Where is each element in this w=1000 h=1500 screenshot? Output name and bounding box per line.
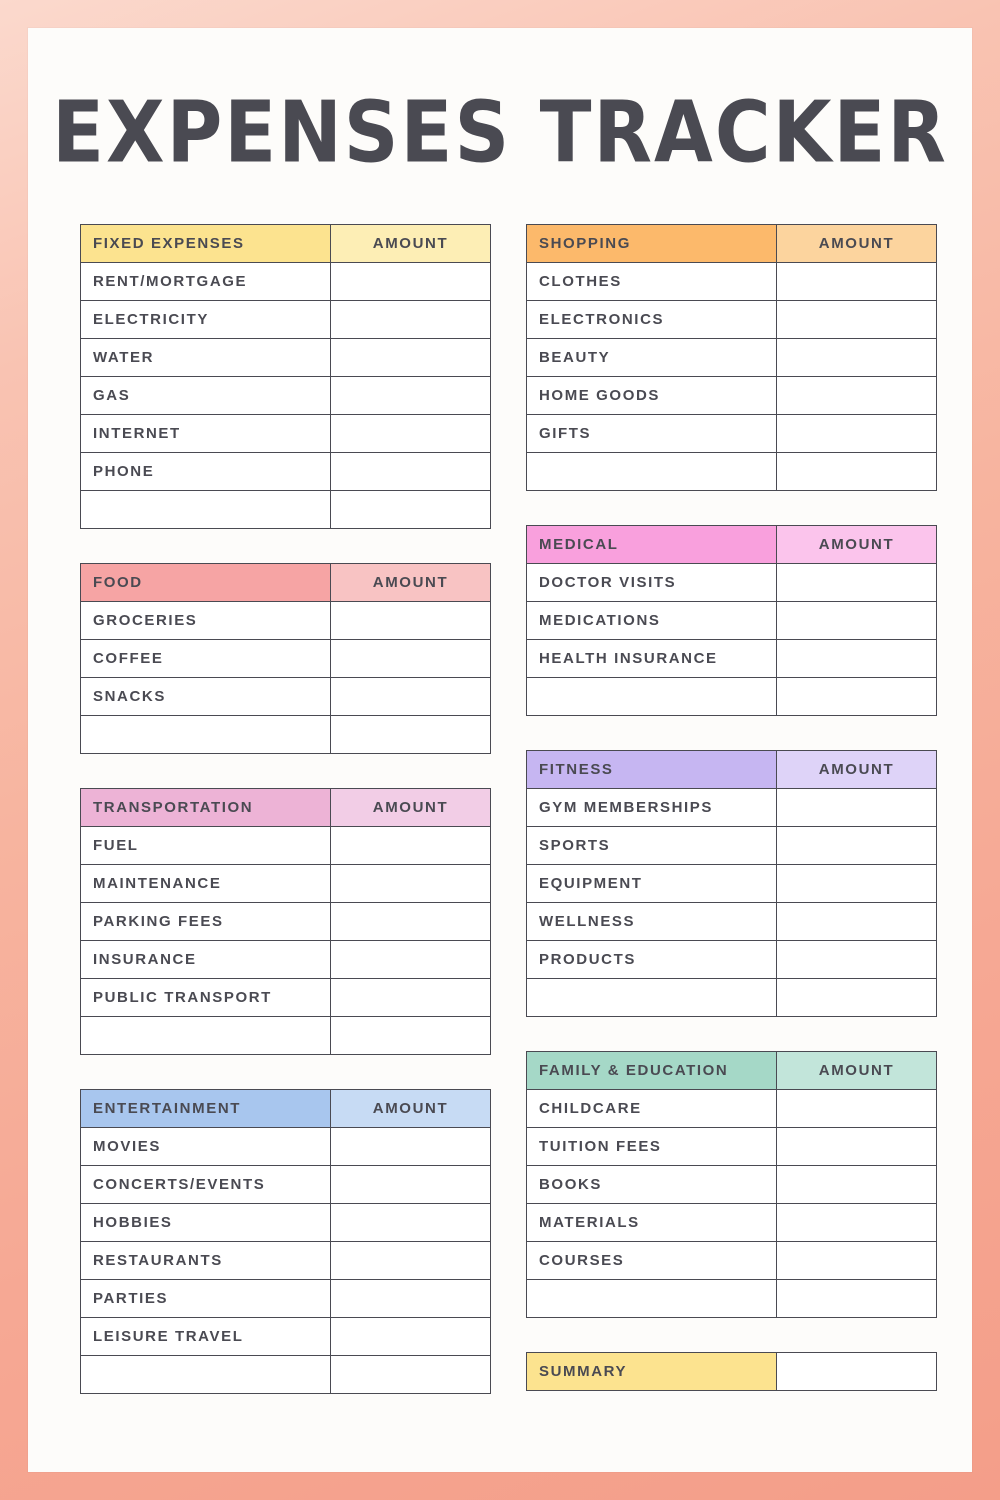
expense-table [80,788,491,1055]
amount-input-cell[interactable] [777,564,937,602]
category-header: FITNESS [527,751,777,789]
expense-table [80,563,491,754]
table-header-row [527,751,937,789]
expense-label: PUBLIC TRANSPORT [81,979,331,1017]
amount-input-cell[interactable] [331,415,491,453]
table-row [81,339,491,377]
table-row [81,941,491,979]
amount-input-cell[interactable] [777,263,937,301]
amount-input-cell[interactable] [777,941,937,979]
expense-label: WELLNESS [527,903,777,941]
table-row [527,263,937,301]
amount-input-cell[interactable] [331,979,491,1017]
amount-input-cell[interactable] [331,339,491,377]
expense-label: ELECTRICITY [81,301,331,339]
table-row [527,903,937,941]
total-amount-cell[interactable] [777,979,937,1017]
summary-row [527,1353,937,1391]
expense-table [80,224,491,529]
total-spacer [527,1280,777,1318]
amount-header: AMOUNT [331,1090,491,1128]
tracker-page [28,28,972,1472]
amount-input-cell[interactable] [777,301,937,339]
total-spacer [81,716,331,754]
expense-label: RENT/MORTGAGE [81,263,331,301]
total-spacer [527,453,777,491]
amount-input-cell[interactable] [777,1128,937,1166]
table-row [81,979,491,1017]
table-row [527,1166,937,1204]
expense-label: GIFTS [527,415,777,453]
table-row [81,1318,491,1356]
expense-block [526,224,936,491]
amount-input-cell[interactable] [331,941,491,979]
expense-label: HEALTH INSURANCE [527,640,777,678]
amount-input-cell[interactable] [331,453,491,491]
table-row [81,415,491,453]
amount-input-cell[interactable] [777,1166,937,1204]
expense-table [80,1089,491,1394]
table-row [81,1204,491,1242]
expense-label: CHILDCARE [527,1090,777,1128]
table-row [81,602,491,640]
expense-label: SNACKS [81,678,331,716]
amount-input-cell[interactable] [331,903,491,941]
table-row [527,941,937,979]
table-header-row [527,1052,937,1090]
summary-block [526,1352,936,1391]
category-header: FIXED EXPENSES [81,225,331,263]
category-header: MEDICAL [527,526,777,564]
expense-label: BEAUTY [527,339,777,377]
table-row [527,339,937,377]
table-total-row [527,979,937,1017]
expense-table [526,1051,937,1318]
expense-label: RESTAURANTS [81,1242,331,1280]
category-header: FAMILY & EDUCATION [527,1052,777,1090]
category-header: FOOD [81,564,331,602]
table-row [527,640,937,678]
amount-input-cell[interactable] [331,1204,491,1242]
expense-label: TUITION FEES [527,1128,777,1166]
amount-input-cell[interactable] [331,1280,491,1318]
table-header-row [527,225,937,263]
expense-block [80,224,490,529]
total-spacer [527,979,777,1017]
total-amount-cell[interactable] [331,716,491,754]
total-spacer [81,1017,331,1055]
amount-header: AMOUNT [331,225,491,263]
table-row [527,564,937,602]
amount-header: AMOUNT [777,225,937,263]
amount-input-cell[interactable] [331,263,491,301]
amount-input-cell[interactable] [777,827,937,865]
category-header: ENTERTAINMENT [81,1090,331,1128]
expense-block [526,1051,936,1318]
amount-input-cell[interactable] [777,1242,937,1280]
expense-label: LEISURE TRAVEL [81,1318,331,1356]
table-total-row [81,491,491,529]
amount-input-cell[interactable] [331,1166,491,1204]
expense-label: PRODUCTS [527,941,777,979]
expense-label: GYM MEMBERSHIPS [527,789,777,827]
total-spacer [81,491,331,529]
expense-block [526,525,936,716]
table-header-row [81,225,491,263]
amount-input-cell[interactable] [331,827,491,865]
amount-input-cell[interactable] [331,301,491,339]
amount-input-cell[interactable] [331,377,491,415]
table-row [527,415,937,453]
total-amount-cell[interactable] [777,1280,937,1318]
table-row [81,453,491,491]
table-row [527,827,937,865]
expense-label: COFFEE [81,640,331,678]
table-row [81,377,491,415]
expense-label: CONCERTS/EVENTS [81,1166,331,1204]
category-header: TRANSPORTATION [81,789,331,827]
amount-header: AMOUNT [777,1052,937,1090]
table-row [527,865,937,903]
category-header: SHOPPING [527,225,777,263]
amount-input-cell[interactable] [331,678,491,716]
amount-input-cell[interactable] [331,1318,491,1356]
amount-input-cell[interactable] [331,640,491,678]
table-row [81,1166,491,1204]
expense-block [526,750,936,1017]
table-total-row [81,716,491,754]
expense-table [526,750,937,1017]
content-columns [28,224,972,1428]
table-header-row [527,526,937,564]
table-row [527,1204,937,1242]
expense-label: COURSES [527,1242,777,1280]
total-amount-cell[interactable] [777,453,937,491]
expense-label: CLOTHES [527,263,777,301]
amount-input-cell[interactable] [777,1090,937,1128]
expense-label: HOBBIES [81,1204,331,1242]
table-header-row [81,1090,491,1128]
expense-label: MATERIALS [527,1204,777,1242]
table-row [527,1242,937,1280]
expense-table [526,224,937,491]
table-row [81,301,491,339]
amount-header: AMOUNT [777,751,937,789]
table-header-row [81,564,491,602]
amount-input-cell[interactable] [331,1242,491,1280]
expense-table [526,525,937,716]
table-total-row [81,1017,491,1055]
table-row [527,1128,937,1166]
expense-label: INSURANCE [81,941,331,979]
table-row [81,678,491,716]
table-row [527,1090,937,1128]
table-header-row [81,789,491,827]
amount-input-cell[interactable] [777,640,937,678]
total-amount-cell[interactable] [331,491,491,529]
amount-header: AMOUNT [331,789,491,827]
summary-amount-cell[interactable] [777,1353,937,1391]
table-row [81,865,491,903]
amount-input-cell[interactable] [777,415,937,453]
table-row [527,789,937,827]
amount-input-cell[interactable] [777,377,937,415]
expense-label: MOVIES [81,1128,331,1166]
expense-label: HOME GOODS [527,377,777,415]
summary-header: SUMMARY [527,1353,777,1391]
table-row [527,377,937,415]
expense-label: MEDICATIONS [527,602,777,640]
expense-label: GROCERIES [81,602,331,640]
expense-label: PARKING FEES [81,903,331,941]
total-amount-cell[interactable] [331,1017,491,1055]
expense-label: PHONE [81,453,331,491]
summary-table [526,1352,937,1391]
table-row [81,263,491,301]
amount-input-cell[interactable] [331,1128,491,1166]
total-spacer [81,1356,331,1394]
table-row [81,1128,491,1166]
table-total-row [527,1280,937,1318]
expense-label: EQUIPMENT [527,865,777,903]
table-row [81,640,491,678]
expense-label: BOOKS [527,1166,777,1204]
amount-input-cell[interactable] [777,1204,937,1242]
amount-input-cell[interactable] [331,602,491,640]
table-row [81,827,491,865]
table-row [81,1242,491,1280]
amount-input-cell[interactable] [331,865,491,903]
expense-label: PARTIES [81,1280,331,1318]
page-title: EXPENSES TRACKER [52,82,948,182]
total-amount-cell[interactable] [777,678,937,716]
table-row [81,903,491,941]
amount-header: AMOUNT [777,526,937,564]
amount-input-cell[interactable] [777,339,937,377]
expense-label: FUEL [81,827,331,865]
total-spacer [527,678,777,716]
table-total-row [527,453,937,491]
expense-label: INTERNET [81,415,331,453]
expense-block [80,788,490,1055]
table-row [527,301,937,339]
amount-input-cell[interactable] [777,865,937,903]
table-total-row [81,1356,491,1394]
right-column [526,224,936,1428]
expense-block [80,563,490,754]
amount-input-cell[interactable] [777,602,937,640]
left-column [80,224,490,1428]
expense-label: WATER [81,339,331,377]
expense-label: DOCTOR VISITS [527,564,777,602]
total-amount-cell[interactable] [331,1356,491,1394]
amount-input-cell[interactable] [777,789,937,827]
expense-label: SPORTS [527,827,777,865]
expense-label: ELECTRONICS [527,301,777,339]
expense-label: GAS [81,377,331,415]
amount-input-cell[interactable] [777,903,937,941]
amount-header: AMOUNT [331,564,491,602]
expense-label: MAINTENANCE [81,865,331,903]
table-row [81,1280,491,1318]
table-row [527,602,937,640]
expense-block [80,1089,490,1394]
table-total-row [527,678,937,716]
